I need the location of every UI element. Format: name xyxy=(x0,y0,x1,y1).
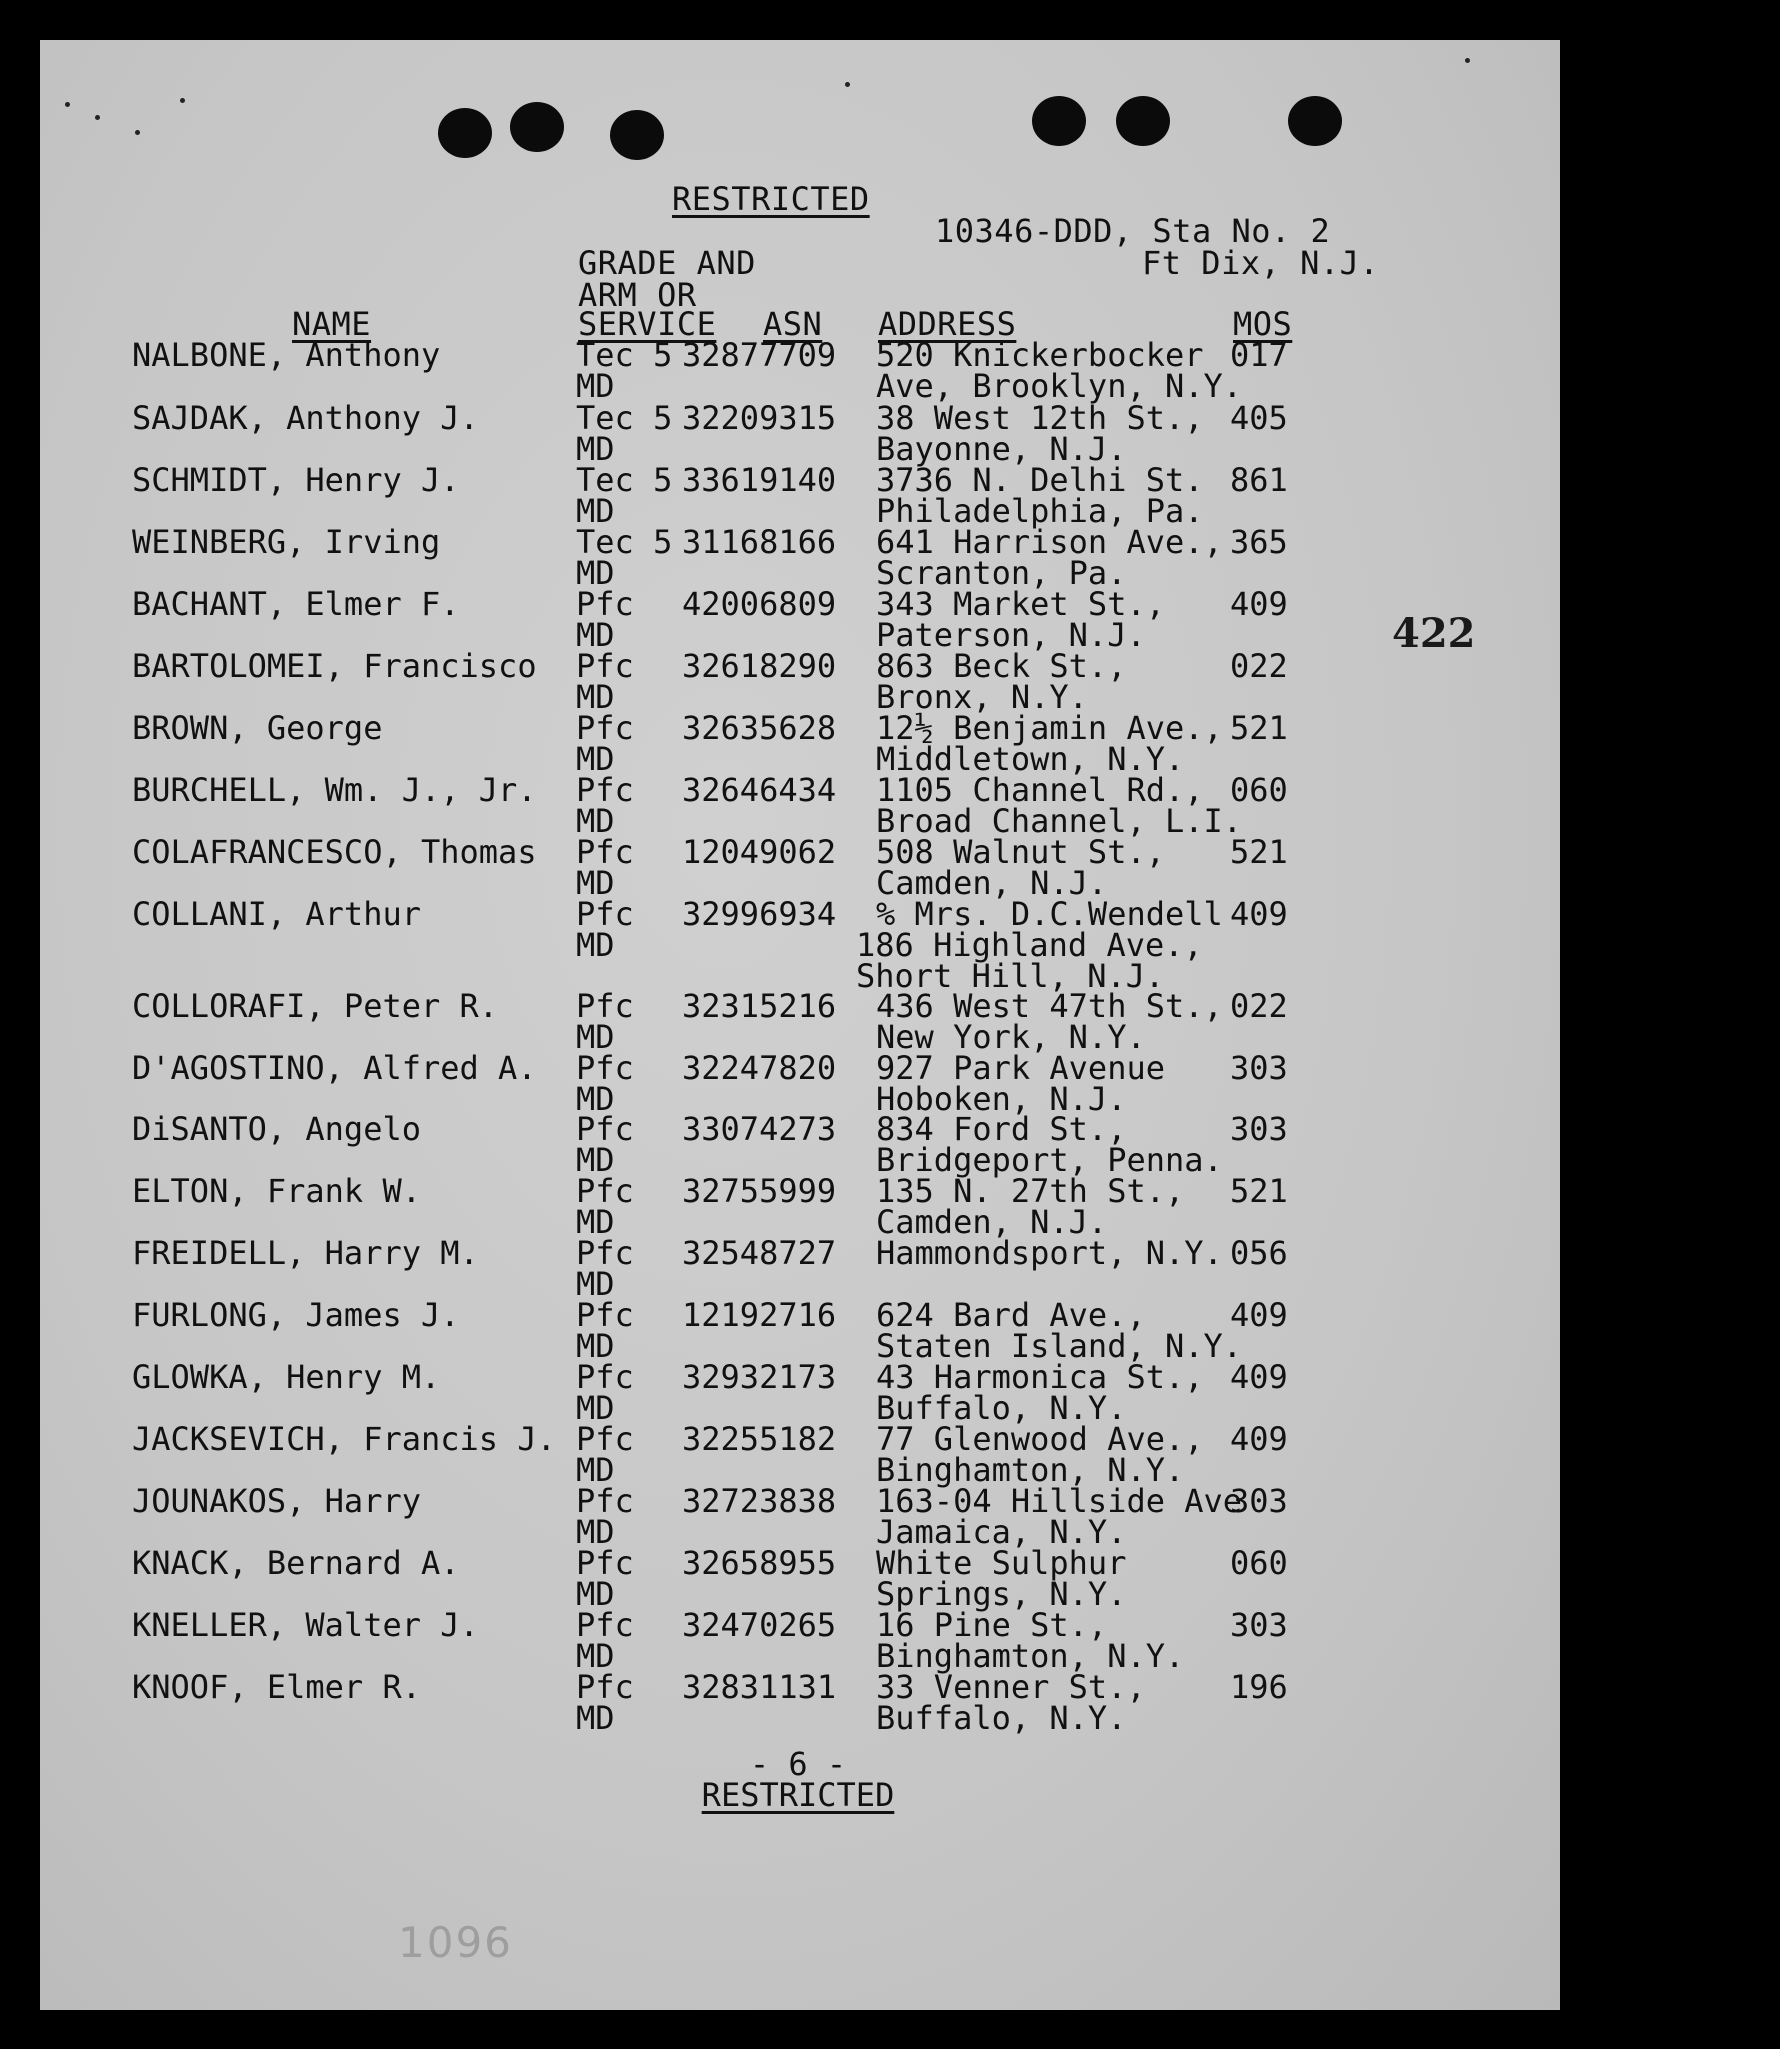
row-arm: MD xyxy=(576,740,615,778)
row-name: DiSANTO, Angelo xyxy=(132,1110,421,1148)
mos-header: MOS xyxy=(1233,305,1293,343)
row-address-line1: 508 Walnut St., xyxy=(876,833,1165,871)
row-asn: 32470265 xyxy=(682,1606,837,1644)
row-arm: MD xyxy=(576,1327,615,1365)
row-address-line2: Camden, N.J. xyxy=(876,1203,1108,1241)
punch-hole xyxy=(1288,96,1342,146)
row-asn: 12192716 xyxy=(682,1296,837,1334)
speck xyxy=(845,82,850,87)
row-name: KNACK, Bernard A. xyxy=(132,1544,460,1582)
table-row xyxy=(40,1049,1560,1118)
table-row xyxy=(40,1544,1560,1613)
row-asn: 32618290 xyxy=(682,647,837,685)
row-mos: 060 xyxy=(1230,771,1288,809)
row-address-line1: 624 Bard Ave., xyxy=(876,1296,1146,1334)
row-grade: Pfc xyxy=(576,1358,634,1396)
table-row xyxy=(40,1420,1560,1489)
row-mos: 303 xyxy=(1230,1482,1288,1520)
row-name: SAJDAK, Anthony J. xyxy=(132,399,479,437)
speck xyxy=(135,130,140,135)
row-name: SCHMIDT, Henry J. xyxy=(132,461,460,499)
row-asn: 32996934 xyxy=(682,895,837,933)
address-header: ADDRESS xyxy=(878,305,1017,343)
row-grade: Pfc xyxy=(576,1234,634,1272)
row-asn: 32247820 xyxy=(682,1049,837,1087)
row-name: COLLANI, Arthur xyxy=(132,895,421,933)
row-asn: 32831131 xyxy=(682,1668,837,1706)
table-row xyxy=(40,1668,1560,1737)
row-asn: 32877709 xyxy=(682,336,837,374)
row-arm: MD xyxy=(576,1018,615,1056)
faint-page-number: 1096 xyxy=(398,1918,513,1967)
row-name: BROWN, George xyxy=(132,709,383,747)
row-address-line1: 33 Venner St., xyxy=(876,1668,1146,1706)
row-address-line1: 520 Knickerbocker xyxy=(876,336,1204,374)
punch-hole xyxy=(610,110,664,160)
row-address-line1: 834 Ford St., xyxy=(876,1110,1127,1148)
table-row xyxy=(40,1172,1560,1241)
table-row xyxy=(40,895,1560,995)
row-address-line3: Short Hill, N.J. xyxy=(856,957,1165,995)
row-address-line1: 3736 N. Delhi St. xyxy=(876,461,1204,499)
row-name: JACKSEVICH, Francis J. xyxy=(132,1420,556,1458)
row-asn: 32658955 xyxy=(682,1544,837,1582)
row-address-line2: 186 Highland Ave., xyxy=(856,926,1203,964)
classification-top: RESTRICTED xyxy=(672,180,870,218)
row-asn: 31168166 xyxy=(682,523,837,561)
row-address-line2: Bayonne, N.J. xyxy=(876,430,1127,468)
row-address-line2: Broad Channel, L.I. xyxy=(876,802,1243,840)
row-grade: Pfc xyxy=(576,647,634,685)
row-grade: Pfc xyxy=(576,1172,634,1210)
unit-designation: 10346-DDD, Sta No. 2 xyxy=(935,212,1331,250)
row-grade: Pfc xyxy=(576,1296,634,1334)
document-page xyxy=(40,40,1560,2010)
row-address-line1: 43 Harmonica St., xyxy=(876,1358,1204,1396)
row-mos: 365 xyxy=(1230,523,1288,561)
table-row xyxy=(40,987,1560,1056)
row-asn: 32635628 xyxy=(682,709,837,747)
row-grade: Pfc xyxy=(576,1110,634,1148)
row-arm: MD xyxy=(576,1637,615,1675)
row-address-line2: Bronx, N.Y. xyxy=(876,678,1088,716)
row-address-line1: 16 Pine St., xyxy=(876,1606,1108,1644)
row-arm: MD xyxy=(576,492,615,530)
row-name: JOUNAKOS, Harry xyxy=(132,1482,421,1520)
row-mos: 303 xyxy=(1230,1049,1288,1087)
row-mos: 409 xyxy=(1230,1296,1288,1334)
table-row xyxy=(40,399,1560,468)
row-address-line1: 1105 Channel Rd., xyxy=(876,771,1204,809)
row-address-line2: Staten Island, N.Y. xyxy=(876,1327,1243,1365)
row-grade: Pfc xyxy=(576,1420,634,1458)
row-name: COLAFRANCESCO, Thomas xyxy=(132,833,537,871)
table-row xyxy=(40,523,1560,592)
grade-header-line1: GRADE AND xyxy=(578,244,756,282)
page-number: - 6 - xyxy=(749,1745,847,1783)
row-grade: Tec 5 xyxy=(576,336,673,374)
row-asn: 33619140 xyxy=(682,461,837,499)
row-name: ELTON, Frank W. xyxy=(132,1172,421,1210)
classification-bottom: RESTRICTED xyxy=(701,1776,895,1814)
row-address-line2: Buffalo, N.Y. xyxy=(876,1699,1127,1737)
speck xyxy=(180,98,185,103)
row-asn: 32723838 xyxy=(682,1482,837,1520)
row-asn: 12049062 xyxy=(682,833,837,871)
row-address-line2: Philadelphia, Pa. xyxy=(876,492,1204,530)
row-mos: 060 xyxy=(1230,1544,1288,1582)
row-asn: 32932173 xyxy=(682,1358,837,1396)
table-row xyxy=(40,771,1560,840)
row-name: KNOOF, Elmer R. xyxy=(132,1668,421,1706)
table-row xyxy=(40,1606,1560,1675)
row-address-line2: Scranton, Pa. xyxy=(876,554,1127,592)
row-grade: Tec 5 xyxy=(576,461,673,499)
station-location: Ft Dix, N.J. xyxy=(1142,244,1380,282)
row-mos: 521 xyxy=(1230,1172,1288,1210)
row-grade: Pfc xyxy=(576,833,634,871)
row-grade: Tec 5 xyxy=(576,523,673,561)
row-address-line1: 436 West 47th St., xyxy=(876,987,1223,1025)
row-mos: 861 xyxy=(1230,461,1288,499)
row-arm: MD xyxy=(576,367,615,405)
stamp-number: 422 xyxy=(1392,610,1476,657)
row-arm: MD xyxy=(576,1513,615,1551)
row-name: KNELLER, Walter J. xyxy=(132,1606,479,1644)
row-address-line1: 12½ Benjamin Ave., xyxy=(876,709,1223,747)
row-grade: Pfc xyxy=(576,895,634,933)
row-asn: 32548727 xyxy=(682,1234,837,1272)
row-grade: Pfc xyxy=(576,1482,634,1520)
row-address-line2: Binghamton, N.Y. xyxy=(876,1451,1185,1489)
row-mos: 409 xyxy=(1230,895,1288,933)
row-arm: MD xyxy=(576,678,615,716)
row-asn: 32646434 xyxy=(682,771,837,809)
table-row xyxy=(40,1234,1560,1303)
table-row xyxy=(40,461,1560,530)
table-row xyxy=(40,709,1560,778)
row-mos: 303 xyxy=(1230,1110,1288,1148)
row-name: GLOWKA, Henry M. xyxy=(132,1358,441,1396)
row-address-line2: Hoboken, N.J. xyxy=(876,1080,1127,1118)
row-grade: Pfc xyxy=(576,771,634,809)
row-arm: MD xyxy=(576,1203,615,1241)
row-address-line1: 38 West 12th St., xyxy=(876,399,1204,437)
row-name: FURLONG, James J. xyxy=(132,1296,460,1334)
row-name: D'AGOSTINO, Alfred A. xyxy=(132,1049,537,1087)
row-mos: 303 xyxy=(1230,1606,1288,1644)
row-arm: MD xyxy=(576,864,615,902)
row-mos: 521 xyxy=(1230,709,1288,747)
row-arm: MD xyxy=(576,616,615,654)
row-address-line1: 863 Beck St., xyxy=(876,647,1127,685)
row-arm: MD xyxy=(576,430,615,468)
row-address-line1: 77 Glenwood Ave., xyxy=(876,1420,1204,1458)
row-name: BACHANT, Elmer F. xyxy=(132,585,460,623)
row-asn: 32209315 xyxy=(682,399,837,437)
row-address-line2: Camden, N.J. xyxy=(876,864,1108,902)
row-address-line1: 135 N. 27th St., xyxy=(876,1172,1185,1210)
row-grade: Tec 5 xyxy=(576,399,673,437)
row-mos: 022 xyxy=(1230,987,1288,1025)
row-address-line2: Buffalo, N.Y. xyxy=(876,1389,1127,1427)
row-grade: Pfc xyxy=(576,709,634,747)
grade-header-line3: SERVICE xyxy=(578,305,717,343)
row-grade: Pfc xyxy=(576,1049,634,1087)
row-address-line1: White Sulphur xyxy=(876,1544,1127,1582)
row-arm: MD xyxy=(576,1389,615,1427)
row-asn: 32255182 xyxy=(682,1420,837,1458)
row-mos: 196 xyxy=(1230,1668,1288,1706)
row-grade: Pfc xyxy=(576,1544,634,1582)
row-address-line1: Hammondsport, N.Y. xyxy=(876,1234,1223,1272)
punch-hole xyxy=(1032,96,1086,146)
row-arm: MD xyxy=(576,1141,615,1179)
row-asn: 32315216 xyxy=(682,987,837,1025)
row-name: WEINBERG, Irving xyxy=(132,523,441,561)
row-name: BARTOLOMEI, Francisco xyxy=(132,647,537,685)
table-row xyxy=(40,833,1560,902)
row-address-line2: Ave, Brooklyn, N.Y. xyxy=(876,367,1243,405)
row-address-line1: 641 Harrison Ave., xyxy=(876,523,1223,561)
row-address-line1: 343 Market St., xyxy=(876,585,1165,623)
row-address-line2: Paterson, N.J. xyxy=(876,616,1146,654)
row-arm: MD xyxy=(576,802,615,840)
row-address-line2: Springs, N.Y. xyxy=(876,1575,1127,1613)
row-grade: Pfc xyxy=(576,585,634,623)
row-asn: 32755999 xyxy=(682,1172,837,1210)
speck xyxy=(95,115,100,120)
row-mos: 405 xyxy=(1230,399,1288,437)
table-row xyxy=(40,1482,1560,1551)
row-name: BURCHELL, Wm. J., Jr. xyxy=(132,771,537,809)
row-mos: 409 xyxy=(1230,1358,1288,1396)
table-row xyxy=(40,585,1560,654)
table-row xyxy=(40,336,1560,405)
row-arm: MD xyxy=(576,1451,615,1489)
row-address-line2: Binghamton, N.Y. xyxy=(876,1637,1185,1675)
speck xyxy=(1465,58,1470,63)
row-address-line2: New York, N.Y. xyxy=(876,1018,1146,1056)
row-address-line2: Middletown, N.Y. xyxy=(876,740,1185,778)
row-mos: 521 xyxy=(1230,833,1288,871)
row-address-line1: 163-04 Hillside Ave xyxy=(876,1482,1243,1520)
row-arm: MD xyxy=(576,1575,615,1613)
punch-hole xyxy=(1116,96,1170,146)
row-name: NALBONE, Anthony xyxy=(132,336,441,374)
row-address-line1: 927 Park Avenue xyxy=(876,1049,1165,1087)
grade-header-line2: ARM OR xyxy=(578,276,697,314)
row-name: FREIDELL, Harry M. xyxy=(132,1234,479,1272)
row-arm: MD xyxy=(576,554,615,592)
asn-header: ASN xyxy=(763,305,823,343)
row-arm: MD xyxy=(576,1080,615,1118)
row-mos: 022 xyxy=(1230,647,1288,685)
row-name: COLLORAFI, Peter R. xyxy=(132,987,499,1025)
table-row xyxy=(40,1358,1560,1427)
punch-hole xyxy=(510,102,564,152)
table-row xyxy=(40,1296,1560,1365)
row-arm: MD xyxy=(576,926,615,964)
row-mos: 017 xyxy=(1230,336,1288,374)
table-row xyxy=(40,1110,1560,1179)
table-row xyxy=(40,647,1560,716)
row-mos: 409 xyxy=(1230,585,1288,623)
row-asn: 33074273 xyxy=(682,1110,837,1148)
name-header: NAME xyxy=(292,305,372,343)
row-arm: MD xyxy=(576,1265,615,1303)
speck xyxy=(65,102,70,107)
row-grade: Pfc xyxy=(576,1668,634,1706)
row-address-line1: % Mrs. D.C.Wendell xyxy=(876,895,1223,933)
row-arm: MD xyxy=(576,1699,615,1737)
row-grade: Pfc xyxy=(576,1606,634,1644)
row-address-line2: Bridgeport, Penna. xyxy=(876,1141,1223,1179)
row-address-line2: Jamaica, N.Y. xyxy=(876,1513,1127,1551)
row-asn: 42006809 xyxy=(682,585,837,623)
row-mos: 409 xyxy=(1230,1420,1288,1458)
row-grade: Pfc xyxy=(576,987,634,1025)
punch-hole xyxy=(438,108,492,158)
row-mos: 056 xyxy=(1230,1234,1288,1272)
